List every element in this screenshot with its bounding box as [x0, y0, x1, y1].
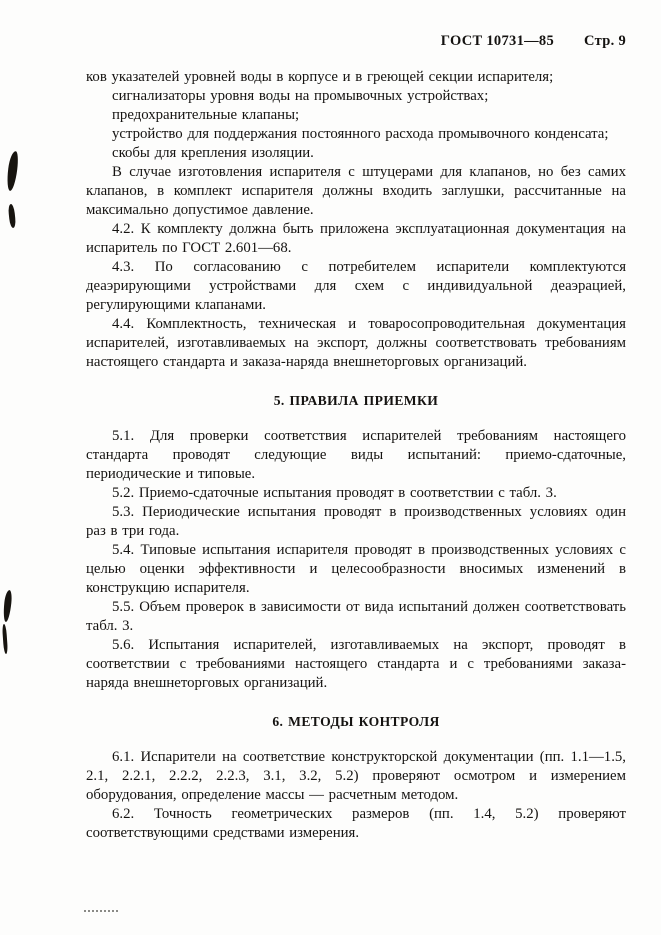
scan-artifact-ink-mark [6, 151, 20, 192]
section-heading-5: 5. ПРАВИЛА ПРИЕМКИ [273, 393, 439, 408]
page-number: Стр. 9 [584, 33, 626, 49]
paragraph-5-5: 5.5. Объем проверок в зависимости от вида испытаний должен соответствовать табл. 3. [86, 599, 626, 634]
paragraph-5-2: 5.2. Приемо-сдаточные испытания проводят в соответствии с табл. 3. [112, 485, 557, 501]
scan-artifact-footer-dots [84, 910, 118, 912]
paragraph-5-3: 5.3. Периодические испытания проводят в производственных условиях один раз в три года. [86, 504, 626, 539]
document-content [86, 68, 626, 843]
list-item: скобы для крепления изоляции. [112, 145, 314, 161]
paragraph-5-6: 5.6. Испытания испарителей, изготавливаемых на экспорт, проводят в соответствии с требованиями настоящего стандарта и с требованиями заказа-наряда внешнеторговых организаций. [86, 637, 626, 691]
paragraph-4-2: 4.2. К комплекту должна быть приложена эксплуатационная документация на испаритель по ГОСТ 2.601—68. [86, 221, 626, 256]
paragraph: В случае изготовления испарителя с штуцерами для клапанов, но без самих клапанов, в комплект испарителя должны входить заглушки, рассчитанные на максимально допустимое давление. [86, 164, 626, 218]
paragraph-5-1: 5.1. Для проверки соответствия испарителей требованиям настоящего стандарта проводят следующие виды испытаний: приемо-сдаточные, периодические и типовые. [86, 428, 626, 482]
page-header [86, 33, 626, 50]
section-heading-6: 6. МЕТОДЫ КОНТРОЛЯ [272, 714, 440, 729]
paragraph-4-3: 4.3. По согласованию с потребителем испарители комплектуются деаэрирующими устройствами для схем с индивидуальной деаэрацией, регулирующими клапанами. [86, 259, 626, 313]
paragraph-6-2: 6.2. Точность геометрических размеров (пп. 1.4, 5.2) проверяют соответствующими средствами измерения. [86, 806, 626, 841]
list-item: сигнализаторы уровня воды на промывочных устройствах; [112, 88, 489, 104]
paragraph-5-4: 5.4. Типовые испытания испарителя проводят в производственных условиях с целью оценки эффективности и целесообразности вносимых изменений в конструкцию испарителя. [86, 542, 626, 596]
scan-artifact-ink-mark [2, 624, 8, 654]
paragraph-continuation: ков указателей уровней воды в корпусе и в греющей секции испарителя; [86, 69, 554, 85]
doc-number: ГОСТ 10731—85 [440, 33, 555, 49]
scan-artifact-ink-mark [8, 204, 16, 228]
list-item: предохранительные клапаны; [112, 107, 300, 123]
scan-artifact-ink-mark [2, 590, 12, 623]
list-item: устройство для поддержания постоянного расхода промывочного конденсата; [112, 126, 609, 142]
paragraph-4-4: 4.4. Комплектность, техническая и товаросопроводительная документация испарителей, изготавливаемых на экспорт, должны соответствовать требованиям настоящего стандарта и заказа-наряда внешнеторговых организаций. [86, 316, 626, 370]
paragraph-6-1: 6.1. Испарители на соответствие конструкторской документации (пп. 1.1—1.5, 2.1, 2.2.1, 2.2.2, 2.2.3, 3.1, 3.2, 5.2) проверяют осмотром и измерением оборудования, определение массы — расчетным методом. [86, 749, 626, 803]
